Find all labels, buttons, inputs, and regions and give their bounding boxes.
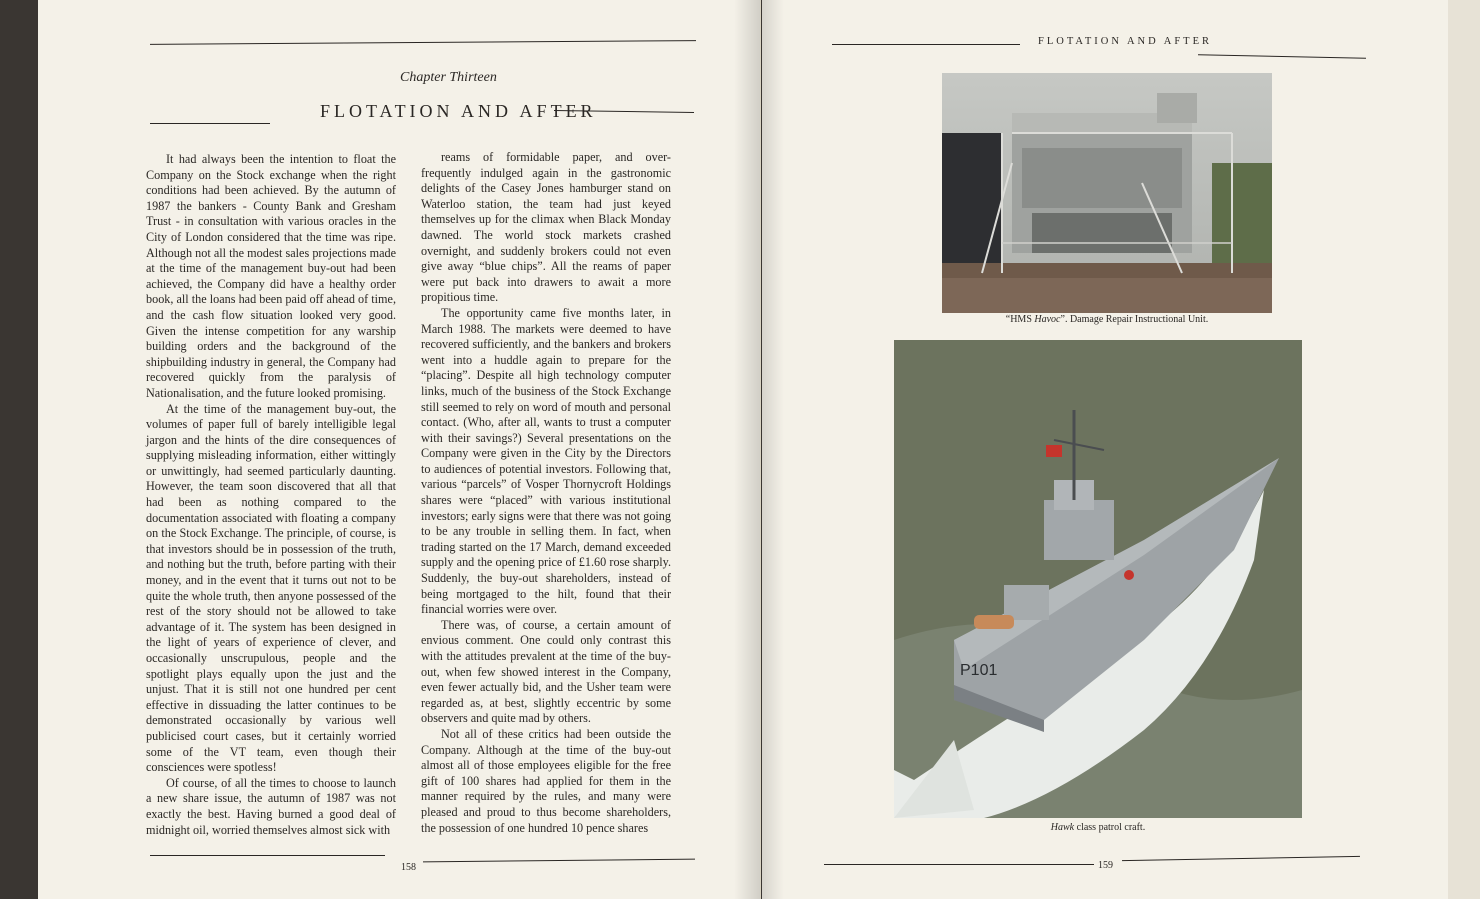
title-rule-left	[150, 123, 270, 124]
text-column-2	[421, 150, 671, 836]
footer-rule-right	[423, 859, 695, 863]
patrol-craft-photo	[894, 340, 1302, 818]
caption-class-text: class patrol craft.	[1074, 822, 1146, 833]
running-head-rule-right	[1198, 54, 1366, 59]
page-number: 159	[1098, 860, 1113, 871]
page-number: 158	[401, 862, 416, 873]
caption-text-post: ”. Damage Repair Instructional Unit.	[1060, 314, 1209, 325]
paragraph: At the time of the management buy-out, the volumes of paper full of barely intelligible legal jargon and the hints of the dire consequences of supplying misleading information, either wittingly or unwittingly, had seemed particularly daunting. However, the team soon discovered that all that had been as nothing compared to the documentation associated with floating a company on the Stock Exchange. The principle, of course, is that investors should be in possession of the truth, and nothing but the truth, before parting with their money, and in the event that it turns out not to be quite the whole truth, then anyone possessed of the rest of the story should not be allowed to take advantage of it. The system has been designed in the light of years of experience of clever, and occasionally unscrupulous, people and the spotlight plays equally upon the just and the unjust. That it is still not one hundred per cent effective in dissuading the latter continues to be demonstrated occasionally by various well publicised court cases, but it certainly worried some of the VT team, even though their consciences were spotless!	[146, 401, 396, 775]
top-rule	[150, 40, 696, 45]
paragraph: reams of formidable paper, and over-frequently indulged again in the gastronomic delights of the Casey Jones hamburger stand on Waterloo station, the team had just keyed themselves up for the climax when Black Monday dawned. The world stock markets crashed overnight, and suddenly brokers could not even give away “blue chips”. All the reams of paper were put back into drawers to await a more propitious time.	[421, 150, 671, 305]
book-right-edge	[1448, 0, 1480, 899]
caption-ship-name: Havoc	[1034, 314, 1061, 325]
paragraph: Not all of these critics had been outside the Company. Although at the time of the buy-out almost all of those employees eligible for the free gift of 100 shares had applied for them in the manner required by the rules, and many were pleased and proud to thus become shareholders, the possession of one hundred 10 pence shares	[421, 726, 671, 835]
patrol-craft-illustration	[894, 340, 1302, 818]
havoc-illustration	[942, 73, 1272, 313]
chapter-title: FLOTATION AND AFTER	[320, 101, 597, 121]
running-head-rule-left	[832, 44, 1020, 45]
paragraph: Of course, of all the times to choose to launch a new share issue, the autumn of 1987 was not exactly the best. Having burned a good deal of midnight oil, worried themselves almost sick with	[146, 775, 396, 837]
havoc-photo	[942, 73, 1272, 313]
left-page	[38, 0, 761, 899]
caption-text-pre: “HMS	[1005, 314, 1035, 325]
paragraph: The opportunity came five months later, in March 1988. The markets were deemed to have recovered sufficiently, and the bankers and brokers went into a huddle again to prepare for the “placing”. Despite all high technology computer links, much of the business of the Stock Exchange still seemed to rely on word of mouth and personal contact. (Who, after all, wants to trust a computer with their savings?) Several presentations on the Company were given in the City by the Directors to audiences of potential investors. Following that, various “parcels” of Vosper Thornycroft Holdings shares were “placed” with various institutional investors; early signs were that there was not going to be any trouble in selling them. In fact, when trading started on the 17 March, demand exceeded supply and the opening price of £1.60 rose sharply. Suddenly, the buy-out shareholders, instead of being mortgaged to the hilt, found that their financial worries were over.	[421, 305, 671, 617]
paragraph: It had always been the intention to float the Company on the Stock exchange when the right conditions had been achieved. By the autumn of 1987 the bankers - County Bank and Gresham Trust - in consultation with various oracles in the City of London considered that the time was ripe. Although not all the modest sales projections made at the time of the management buy-out had been achieved, the Company did have a healthy order book, all the loans had been paid off ahead of time, and the cash flow situation looked very good. Given the intense competition for any warship building orders and the background of the shipbuilding industry in general, the Company had recovered quickly from the paralysis of Nationalisation, and the future looked promising.	[146, 152, 396, 400]
patrol-craft-caption	[894, 822, 1302, 833]
footer-rule-right	[1122, 856, 1360, 861]
paragraph: There was, of course, a certain amount of envious comment. One could only contrast this with the attitudes prevalent at the time of the buy-out, when few showed interest in the Company, even fewer actually bid, and the Usher team were regarded as, at best, slightly eccentric by some observers and quite mad by others.	[421, 617, 671, 726]
footer-rule-left	[824, 864, 1094, 865]
right-page	[762, 0, 1450, 899]
text-column-1	[146, 152, 396, 838]
havoc-caption	[942, 314, 1272, 325]
caption-class-name: Hawk	[1050, 822, 1075, 833]
chapter-label: Chapter Thirteen	[400, 70, 497, 85]
footer-rule-left	[150, 855, 385, 856]
hull-number: P101	[960, 662, 998, 679]
running-head: FLOTATION AND AFTER	[1038, 36, 1212, 47]
